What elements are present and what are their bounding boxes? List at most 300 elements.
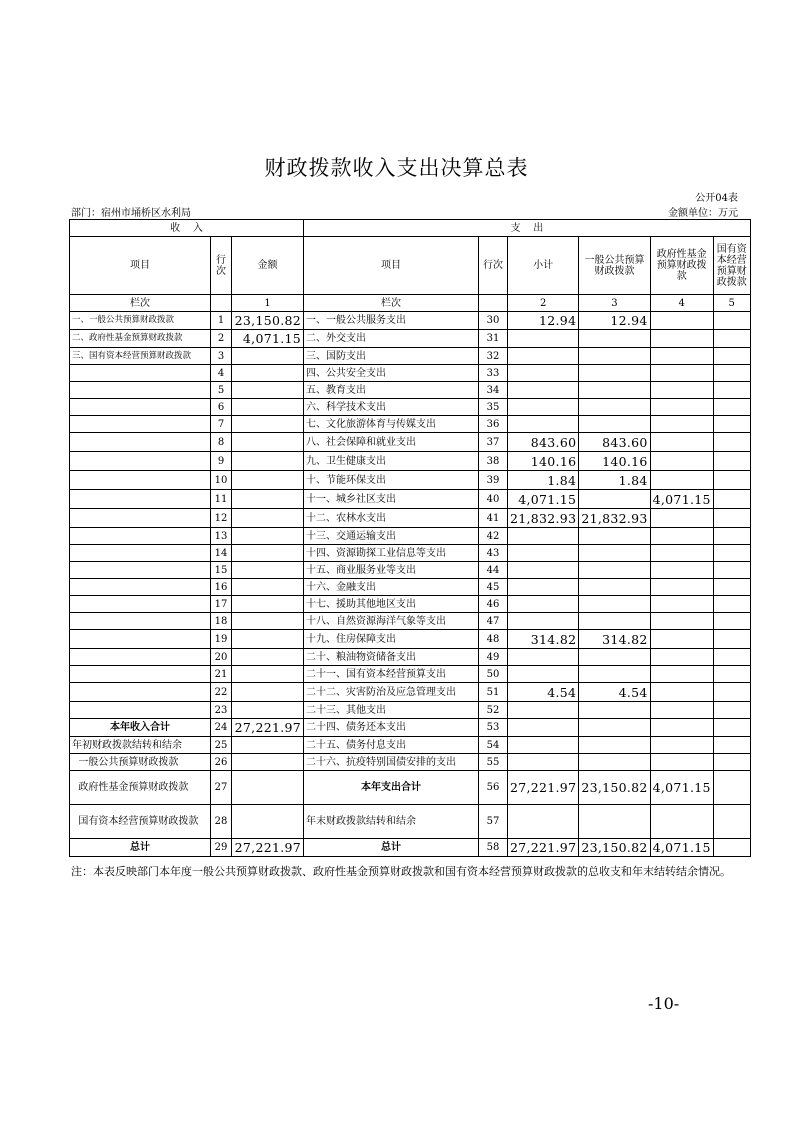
expense-item: 十三、交通运输支出 [304,528,479,545]
expense-line-number: 39 [479,471,508,490]
income-line-number: 23 [211,702,232,719]
expense-state-capital [713,433,750,452]
expense-gov-fund [650,365,713,382]
income-amount [232,649,304,666]
expense-state-capital [713,562,750,579]
income-line-number: 3 [211,348,232,365]
expense-line-number: 35 [479,399,508,416]
table-row [70,754,751,771]
table-row [70,805,751,839]
empty-cell [211,295,232,312]
expense-general-budget: 843.60 [579,433,650,452]
table-row [70,452,751,471]
expense-general-budget [579,754,650,771]
expense-gov-fund [650,312,713,330]
expense-subtotal: 12.94 [508,312,579,330]
table-row [70,312,751,330]
expense-line-header: 行次 [479,237,508,295]
income-item [70,509,211,528]
expense-item: 十五、商业服务业等支出 [304,562,479,579]
income-item: 一、一般公共预算财政拨款 [70,312,211,330]
income-line-number: 7 [211,416,232,433]
expense-line-number: 56 [479,771,508,805]
expense-gov-fund [650,433,713,452]
table-row [70,579,751,596]
expense-item: 十八、自然资源海洋气象等支出 [304,613,479,630]
income-amount [232,579,304,596]
expense-item: 二十、粮油物资储备支出 [304,649,479,666]
expense-line-number: 42 [479,528,508,545]
expense-item: 年末财政拨款结转和结余 [304,805,479,839]
expense-line-number: 37 [479,433,508,452]
expense-state-capital [713,839,750,857]
expense-state-capital [713,452,750,471]
income-item: 一般公共预算财政拨款 [70,754,211,771]
table-row [70,737,751,754]
expense-state-capital [713,613,750,630]
expense-gov-fund: 4,071.15 [650,771,713,805]
income-line-number: 27 [211,771,232,805]
income-amount [232,471,304,490]
expense-line-number: 45 [479,579,508,596]
expense-line-number: 52 [479,702,508,719]
income-amount [232,702,304,719]
amount-unit-label: 金额单位：万元 [668,208,738,219]
expense-gov-fund [650,382,713,399]
income-line-number: 24 [211,719,232,737]
table-row [70,365,751,382]
table-footnote: 注：本表反映部门本年度一般公共预算财政拨款、政府性基金预算财政拨款和国有资本经营预算财政拨款的总收支和年末结转结余情况。 [71,865,731,878]
column-number-2: 2 [508,295,579,312]
expense-column-label: 栏次 [304,295,479,312]
income-item [70,683,211,702]
expense-state-capital [713,490,750,509]
income-item: 国有资本经营预算财政拨款 [70,805,211,839]
income-amount-header: 金额 [232,237,304,295]
table-row [70,382,751,399]
expense-line-number: 36 [479,416,508,433]
income-amount: 4,071.15 [232,330,304,348]
expense-subtotal [508,719,579,737]
expense-general-budget [579,649,650,666]
expense-line-number: 53 [479,719,508,737]
expense-gov-fund [650,416,713,433]
income-item [70,490,211,509]
income-item [70,399,211,416]
expense-general-budget: 23,150.82 [579,839,650,857]
income-item: 年初财政拨款结转和结余 [70,737,211,754]
income-amount: 27,221.97 [232,719,304,737]
expense-item: 二十六、抗疫特别国债安排的支出 [304,754,479,771]
expense-general-budget [579,416,650,433]
expense-item: 二、外交支出 [304,330,479,348]
expense-subtotal [508,613,579,630]
expense-line-number: 50 [479,666,508,683]
expense-gov-fund [650,613,713,630]
income-line-number: 2 [211,330,232,348]
expense-item: 十六、金融支出 [304,579,479,596]
department-label: 部门：宿州市埇桥区水利局 [71,208,191,219]
expense-subtotal [508,596,579,613]
expense-line-number: 38 [479,452,508,471]
expense-item: 二十二、灾害防治及应急管理支出 [304,683,479,702]
income-amount [232,666,304,683]
income-amount: 23,150.82 [232,312,304,330]
income-line-number: 29 [211,839,232,857]
expense-state-capital [713,545,750,562]
expense-gov-fund [650,737,713,754]
income-line-number: 13 [211,528,232,545]
income-line-number: 12 [211,509,232,528]
header-row-columns [70,237,751,295]
income-line-number: 18 [211,613,232,630]
table-row [70,630,751,649]
expense-line-number: 47 [479,613,508,630]
table-row [70,666,751,683]
expense-gov-fund [650,562,713,579]
income-amount [232,490,304,509]
expense-item: 总计 [304,839,479,857]
income-item: 总计 [70,839,211,857]
expense-item: 本年支出合计 [304,771,479,805]
income-item [70,433,211,452]
gov-fund-header: 政府性基金预算财政拨款 [650,237,713,295]
expense-subtotal [508,365,579,382]
income-amount [232,805,304,839]
expense-subtotal [508,666,579,683]
expense-gov-fund [650,596,713,613]
expense-general-budget: 140.16 [579,452,650,471]
expense-subtotal [508,737,579,754]
expense-section-header: 支 出 [304,220,751,237]
income-amount [232,737,304,754]
form-number: 公开04表 [695,193,738,204]
empty-cell [479,295,508,312]
income-item-header: 项目 [70,237,211,295]
income-line-number: 17 [211,596,232,613]
expense-general-budget [579,562,650,579]
expense-subtotal [508,649,579,666]
expense-subtotal [508,754,579,771]
expense-subtotal: 314.82 [508,630,579,649]
income-amount [232,399,304,416]
column-number-5: 5 [713,295,750,312]
income-line-number: 20 [211,649,232,666]
expense-general-budget: 314.82 [579,630,650,649]
expense-subtotal: 140.16 [508,452,579,471]
income-line-number: 16 [211,579,232,596]
expense-item: 十七、援助其他地区支出 [304,596,479,613]
expense-general-budget [579,579,650,596]
column-number-1: 1 [232,295,304,312]
table-row [70,509,751,528]
table-row [70,649,751,666]
expense-line-number: 40 [479,490,508,509]
state-capital-header: 国有资本经营预算财政拨款 [713,237,750,295]
expense-gov-fund [650,719,713,737]
expense-subtotal [508,330,579,348]
expense-state-capital [713,382,750,399]
table-row [70,839,751,857]
expense-item: 六、科学技术支出 [304,399,479,416]
income-amount [232,683,304,702]
income-amount [232,382,304,399]
table-row [70,562,751,579]
expense-general-budget: 21,832.93 [579,509,650,528]
income-line-number: 26 [211,754,232,771]
expense-state-capital [713,509,750,528]
expense-general-budget [579,613,650,630]
income-item: 三、国有资本经营预算财政拨款 [70,348,211,365]
table-row [70,528,751,545]
table-row [70,771,751,805]
expense-state-capital [713,771,750,805]
expense-item: 二十一、国有资本经营预算支出 [304,666,479,683]
expense-state-capital [713,312,750,330]
expense-subtotal [508,579,579,596]
expense-general-budget [579,702,650,719]
income-line-number: 8 [211,433,232,452]
expense-general-budget: 4.54 [579,683,650,702]
expense-item: 二十五、债务付息支出 [304,737,479,754]
table-row [70,596,751,613]
expense-general-budget: 12.94 [579,312,650,330]
expense-gov-fund [650,579,713,596]
income-item [70,382,211,399]
expense-gov-fund [650,630,713,649]
page-number: -10- [648,994,680,1013]
expense-subtotal [508,382,579,399]
expense-gov-fund [650,702,713,719]
expense-item: 八、社会保障和就业支出 [304,433,479,452]
expense-item: 十、节能环保支出 [304,471,479,490]
expense-item: 九、卫生健康支出 [304,452,479,471]
income-section-header: 收 入 [70,220,304,237]
expense-item: 十九、住房保障支出 [304,630,479,649]
income-line-number: 21 [211,666,232,683]
expense-subtotal: 843.60 [508,433,579,452]
expense-item: 十一、城乡社区支出 [304,490,479,509]
expense-item: 十二、农林水支出 [304,509,479,528]
income-amount [232,545,304,562]
income-line-number: 22 [211,683,232,702]
income-amount [232,452,304,471]
budget-summary-table [69,219,751,857]
expense-line-number: 46 [479,596,508,613]
expense-subtotal: 1.84 [508,471,579,490]
expense-item: 二十三、其他支出 [304,702,479,719]
expense-subtotal: 4,071.15 [508,490,579,509]
expense-item: 二十四、债务还本支出 [304,719,479,737]
expense-line-number: 58 [479,839,508,857]
expense-state-capital [713,630,750,649]
income-amount [232,509,304,528]
expense-item: 十四、资源勘探工业信息等支出 [304,545,479,562]
expense-subtotal: 4.54 [508,683,579,702]
table-row [70,416,751,433]
expense-general-budget [579,666,650,683]
table-row [70,330,751,348]
table-row [70,683,751,702]
expense-gov-fund [650,649,713,666]
expense-gov-fund [650,754,713,771]
income-amount [232,528,304,545]
income-amount [232,365,304,382]
expense-line-number: 44 [479,562,508,579]
expense-subtotal: 27,221.97 [508,771,579,805]
income-amount [232,596,304,613]
income-amount [232,613,304,630]
expense-line-number: 33 [479,365,508,382]
expense-line-number: 51 [479,683,508,702]
expense-line-number: 55 [479,754,508,771]
income-item: 二、政府性基金预算财政拨款 [70,330,211,348]
income-line-header: 行次 [211,237,232,295]
expense-general-budget [579,528,650,545]
expense-state-capital [713,702,750,719]
table-row [70,719,751,737]
expense-subtotal [508,416,579,433]
expense-state-capital [713,754,750,771]
income-line-number: 10 [211,471,232,490]
income-item [70,702,211,719]
expense-state-capital [713,683,750,702]
expense-line-number: 34 [479,382,508,399]
expense-gov-fund [650,528,713,545]
income-line-number: 14 [211,545,232,562]
expense-subtotal [508,702,579,719]
income-line-number: 5 [211,382,232,399]
income-line-number: 4 [211,365,232,382]
expense-line-number: 57 [479,805,508,839]
income-item [70,528,211,545]
expense-gov-fund [650,452,713,471]
expense-subtotal [508,562,579,579]
expense-subtotal [508,399,579,416]
expense-line-number: 49 [479,649,508,666]
expense-line-number: 43 [479,545,508,562]
income-amount [232,562,304,579]
expense-state-capital [713,528,750,545]
expense-general-budget: 1.84 [579,471,650,490]
income-line-number: 6 [211,399,232,416]
income-item [70,613,211,630]
expense-general-budget [579,805,650,839]
expense-subtotal: 21,832.93 [508,509,579,528]
expense-state-capital [713,348,750,365]
income-amount [232,416,304,433]
expense-line-number: 41 [479,509,508,528]
income-item [70,579,211,596]
expense-item: 三、国防支出 [304,348,479,365]
expense-subtotal [508,545,579,562]
expense-state-capital [713,471,750,490]
expense-state-capital [713,416,750,433]
income-item [70,649,211,666]
income-item [70,365,211,382]
expense-general-budget [579,399,650,416]
income-line-number: 19 [211,630,232,649]
expense-gov-fund [650,348,713,365]
table-row [70,702,751,719]
income-column-label: 栏次 [70,295,211,312]
expense-gov-fund [650,399,713,416]
expense-line-number: 32 [479,348,508,365]
expense-state-capital [713,365,750,382]
expense-gov-fund: 4,071.15 [650,490,713,509]
column-number-3: 3 [579,295,650,312]
expense-general-budget [579,596,650,613]
table-row [70,545,751,562]
expense-state-capital [713,666,750,683]
expense-subtotal [508,805,579,839]
income-item [70,666,211,683]
table-row [70,490,751,509]
expense-general-budget [579,737,650,754]
expense-item-header: 项目 [304,237,479,295]
expense-state-capital [713,649,750,666]
expense-general-budget [579,382,650,399]
expense-general-budget: 23,150.82 [579,771,650,805]
income-amount [232,348,304,365]
income-item [70,452,211,471]
table-row [70,433,751,452]
expense-subtotal [508,528,579,545]
expense-line-number: 31 [479,330,508,348]
expense-line-number: 30 [479,312,508,330]
expense-item: 七、文化旅游体育与传媒支出 [304,416,479,433]
income-line-number: 25 [211,737,232,754]
expense-gov-fund [650,805,713,839]
income-item: 本年收入合计 [70,719,211,737]
column-number-row [70,295,751,312]
income-line-number: 15 [211,562,232,579]
income-amount [232,754,304,771]
expense-general-budget [579,719,650,737]
income-item [70,471,211,490]
expense-subtotal [508,348,579,365]
expense-gov-fund [650,471,713,490]
expense-general-budget [579,490,650,509]
income-item [70,545,211,562]
expense-general-budget [579,348,650,365]
page-title: 财政拨款收入支出决算总表 [264,156,529,180]
expense-gov-fund [650,666,713,683]
expense-state-capital [713,330,750,348]
expense-item: 五、教育支出 [304,382,479,399]
income-item [70,416,211,433]
income-item [70,630,211,649]
subtotal-header: 小计 [508,237,579,295]
expense-state-capital [713,596,750,613]
income-item [70,596,211,613]
table-row [70,613,751,630]
expense-gov-fund: 4,071.15 [650,839,713,857]
expense-item: 四、公共安全支出 [304,365,479,382]
expense-general-budget [579,365,650,382]
income-line-number: 11 [211,490,232,509]
income-line-number: 28 [211,805,232,839]
table-row [70,348,751,365]
expense-state-capital [713,579,750,596]
expense-gov-fund [650,509,713,528]
income-item [70,562,211,579]
expense-general-budget [579,545,650,562]
income-amount [232,433,304,452]
income-item: 政府性基金预算财政拨款 [70,771,211,805]
income-amount [232,771,304,805]
income-amount [232,630,304,649]
